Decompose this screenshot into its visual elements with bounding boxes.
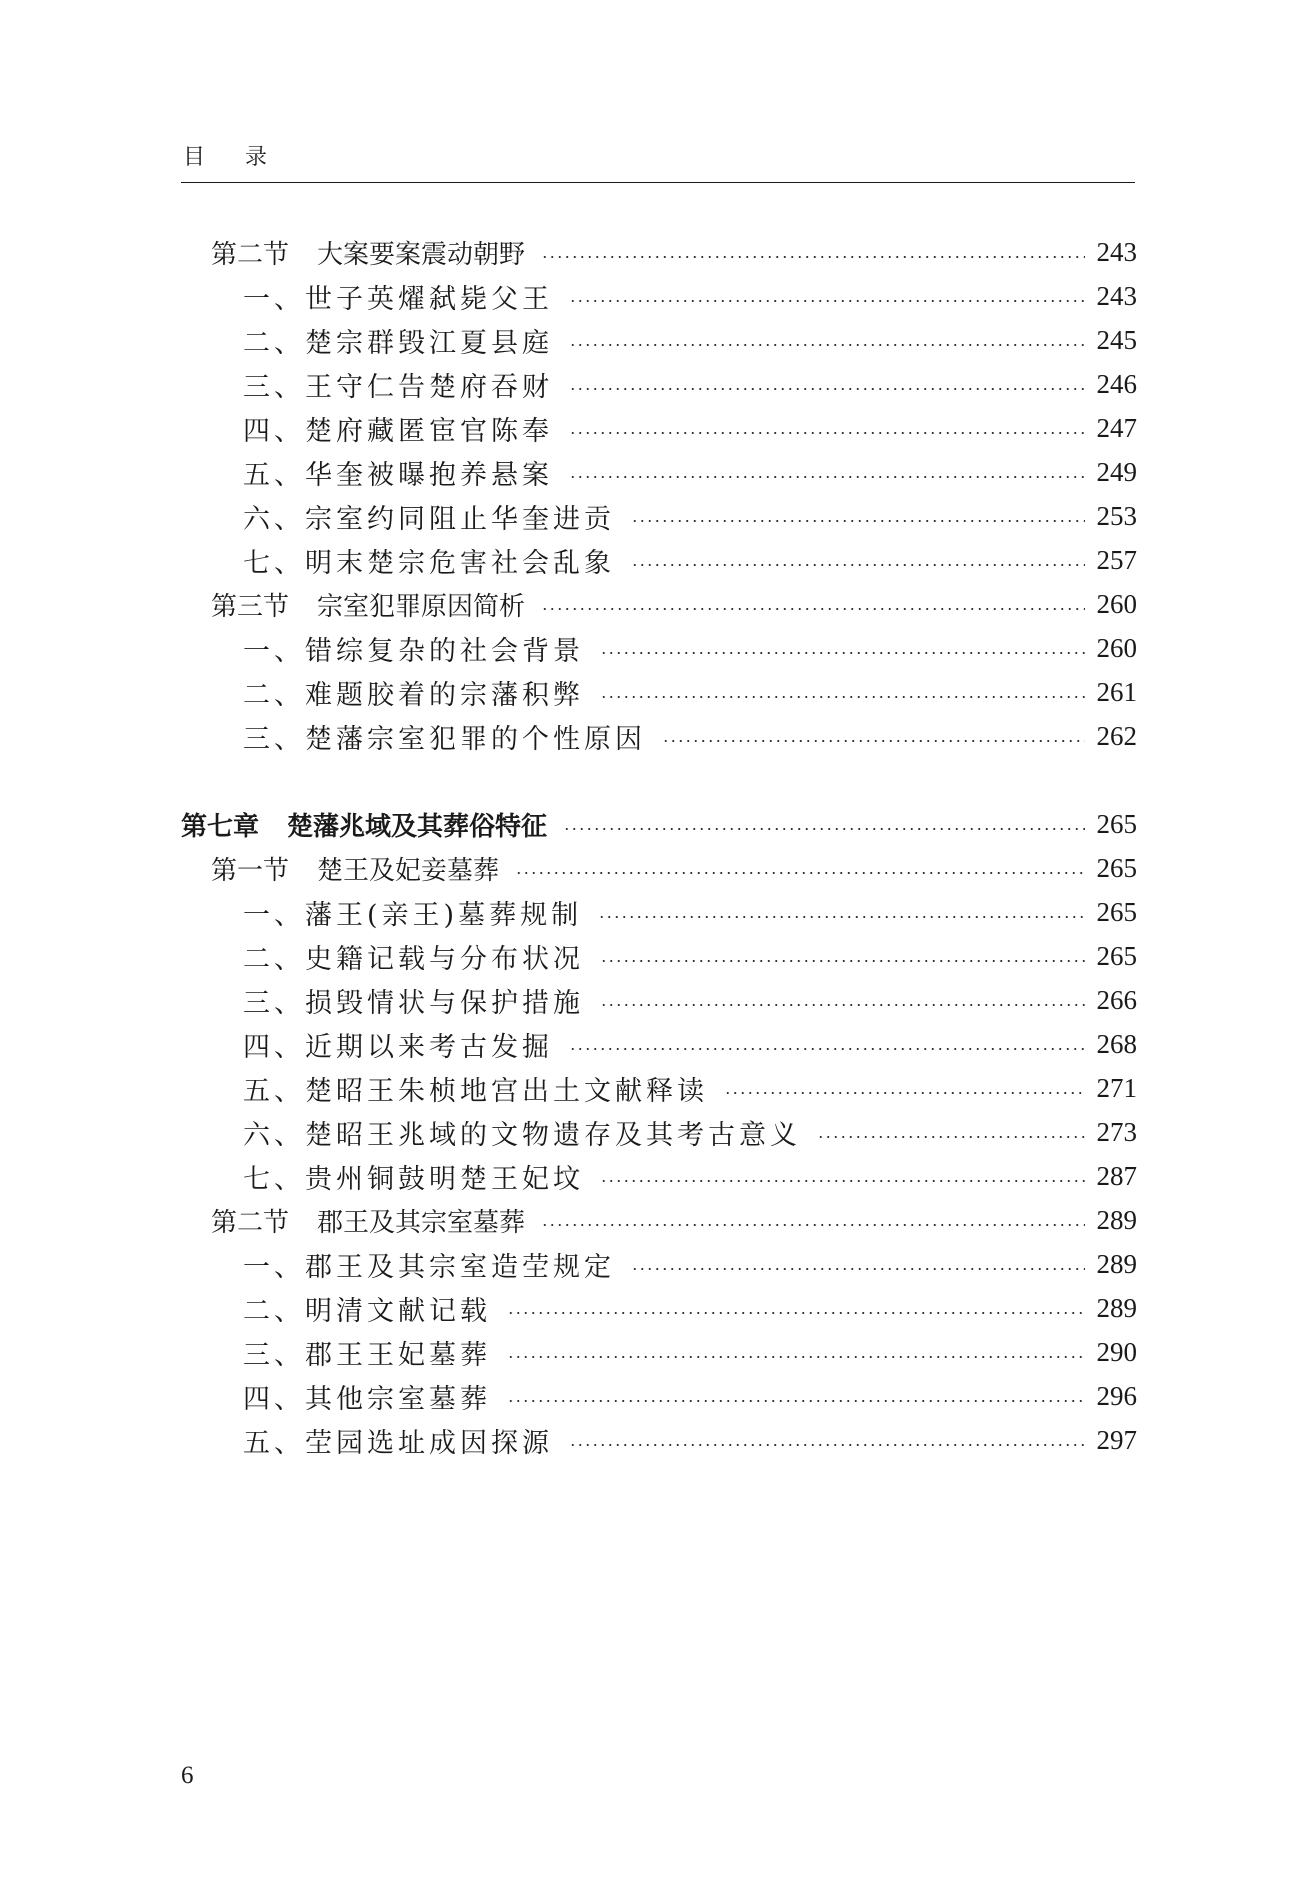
toc-title — [243, 673, 584, 712]
toc-item-line — [243, 1244, 1137, 1284]
toc-item-line — [243, 936, 1137, 976]
dot-leader — [631, 520, 1085, 522]
toc-chapter-line — [181, 804, 1137, 844]
toc-title — [243, 277, 553, 316]
toc-page-number: 249 — [1096, 456, 1137, 487]
toc-page-number: 253 — [1096, 500, 1137, 531]
toc-page-number: 262 — [1096, 720, 1137, 751]
dot-leader — [631, 1268, 1085, 1270]
toc-title-text: 四、楚府藏匿宦官陈奉 — [243, 415, 553, 447]
toc-title-text: 三、郡王王妃墓葬 — [243, 1339, 491, 1371]
toc-title-text: 五、华奎被曝抱养悬案 — [243, 459, 553, 491]
dot-leader — [600, 1004, 1085, 1006]
dot-leader — [569, 476, 1085, 478]
running-header-title: 目录 — [183, 145, 308, 170]
dot-leader — [631, 564, 1085, 566]
toc-title — [243, 1245, 615, 1284]
toc-page-number: 289 — [1096, 1248, 1137, 1279]
toc-title-text: 六、楚昭王兆域的文物遗存及其考古意义 — [243, 1119, 801, 1151]
toc-page-number: 265 — [1096, 808, 1137, 839]
toc-title-text: 六、宗室约同阻止华奎进贡 — [243, 503, 615, 535]
toc-title — [243, 321, 553, 360]
toc-page-number: 261 — [1096, 676, 1137, 707]
toc-title — [243, 1377, 491, 1416]
toc-page-number: 297 — [1096, 1424, 1137, 1455]
toc-section-line — [211, 1200, 1137, 1240]
toc-title — [243, 453, 553, 492]
toc-item-line — [243, 628, 1137, 668]
toc-title-text: 一、郡王及其宗室造茔规定 — [243, 1251, 615, 1283]
dot-leader — [600, 1180, 1085, 1182]
toc-item-line — [243, 452, 1137, 492]
toc-title — [243, 1025, 553, 1064]
toc-label: 第七章 — [181, 811, 260, 842]
toc-label: 第三节 — [211, 591, 290, 622]
toc-title — [243, 541, 615, 580]
toc-page-number: 265 — [1096, 940, 1137, 971]
toc-title-text: 五、楚昭王朱桢地宫出土文献释读 — [243, 1075, 708, 1107]
toc-page-number: 243 — [1096, 236, 1137, 267]
toc-title-text: 一、错综复杂的社会背景 — [243, 635, 584, 667]
toc-label: 第二节 — [211, 1207, 290, 1238]
toc-title-text: 一、世子英燿弑毙父王 — [243, 283, 553, 315]
toc-title-text: 四、其他宗室墓葬 — [243, 1383, 491, 1415]
toc-page-number: 296 — [1096, 1380, 1137, 1411]
toc-title-text: 五、茔园选址成因探源 — [243, 1427, 553, 1459]
toc-page-number: 271 — [1096, 1072, 1137, 1103]
dot-leader — [541, 1224, 1085, 1226]
toc-title — [243, 981, 584, 1020]
dot-leader — [507, 1356, 1085, 1358]
toc-title — [243, 1289, 491, 1328]
dot-leader — [569, 432, 1085, 434]
dot-leader — [569, 344, 1085, 346]
toc-item-line — [243, 1376, 1137, 1416]
toc-page-number: 266 — [1096, 984, 1137, 1015]
toc-title — [211, 1202, 525, 1239]
toc-title — [243, 409, 553, 448]
toc-item-line — [243, 1332, 1137, 1372]
toc-title — [243, 1113, 801, 1152]
dot-leader — [541, 256, 1085, 258]
toc-page-number: 247 — [1096, 412, 1137, 443]
toc-page-number: 268 — [1096, 1028, 1137, 1059]
toc-label: 第一节 — [211, 855, 290, 886]
toc-title-text: 三、楚藩宗室犯罪的个性原因 — [243, 723, 646, 755]
toc-page-number: 273 — [1096, 1116, 1137, 1147]
toc-title-text: 三、损毁情状与保护措施 — [243, 987, 584, 1019]
toc-page-number: 265 — [1096, 896, 1137, 927]
toc-title — [181, 806, 547, 843]
toc-title-text: 七、贵州铜鼓明楚王妃坟 — [243, 1163, 584, 1195]
toc-section-line — [211, 232, 1137, 272]
toc-item-line — [243, 496, 1137, 536]
toc-item-line — [243, 1420, 1137, 1460]
toc-title-text: 二、史籍记载与分布状况 — [243, 943, 584, 975]
toc-title-text: 二、难题胶着的宗藩积弊 — [243, 679, 584, 711]
toc-item-line — [243, 672, 1137, 712]
toc-title — [243, 937, 584, 976]
toc-page-number: 257 — [1096, 544, 1137, 575]
dot-leader — [569, 300, 1085, 302]
dot-leader — [600, 652, 1085, 654]
toc-title-text: 七、明末楚宗危害社会乱象 — [243, 547, 615, 579]
toc-title-text: 二、明清文献记载 — [243, 1295, 491, 1327]
toc-item-line — [243, 1156, 1137, 1196]
toc-title — [243, 497, 615, 536]
toc-title-text: 一、藩王(亲王)墓葬规制 — [243, 899, 583, 931]
dot-leader — [817, 1136, 1085, 1138]
toc-section-line — [211, 848, 1137, 888]
toc-title — [243, 629, 584, 668]
toc-title — [243, 1333, 491, 1372]
toc-item-line — [243, 364, 1137, 404]
toc-title — [243, 1069, 708, 1108]
dot-leader — [569, 388, 1085, 390]
toc-item-line — [243, 980, 1137, 1020]
toc-title-text: 楚王及妃妾墓葬 — [317, 855, 500, 886]
dot-leader — [541, 608, 1085, 610]
header-rule — [181, 182, 1135, 183]
toc-page-number: 243 — [1096, 280, 1137, 311]
toc-item-line — [243, 1024, 1137, 1064]
dot-leader — [507, 1312, 1085, 1314]
toc-page-number: 265 — [1096, 852, 1137, 883]
toc-title-text: 郡王及其宗室墓葬 — [317, 1207, 526, 1238]
dot-leader — [569, 1444, 1085, 1446]
toc-page-number: 289 — [1096, 1204, 1137, 1235]
toc-item-line — [243, 716, 1137, 756]
toc-title — [243, 893, 582, 932]
dot-leader — [600, 696, 1085, 698]
toc-title-text: 三、王守仁告楚府吞财 — [243, 371, 553, 403]
toc-page-number: 245 — [1096, 324, 1137, 355]
dot-leader — [662, 740, 1085, 742]
toc-title-text: 四、近期以来考古发掘 — [243, 1031, 553, 1063]
toc-item-line — [243, 276, 1137, 316]
toc-page-number: 246 — [1096, 368, 1137, 399]
toc-page-number: 287 — [1096, 1160, 1137, 1191]
toc-page-number: 260 — [1096, 632, 1137, 663]
toc-page-number: 289 — [1096, 1292, 1137, 1323]
toc-title — [211, 586, 525, 623]
toc-title-text: 宗室犯罪原因简析 — [317, 591, 526, 622]
toc-item-line — [243, 320, 1137, 360]
toc-title — [211, 850, 499, 887]
toc-title-text: 二、楚宗群毁江夏县庭 — [243, 327, 553, 359]
toc-item-line — [243, 408, 1137, 448]
page-number: 6 — [181, 1762, 194, 1789]
dot-leader — [515, 872, 1085, 874]
toc-page-number: 290 — [1096, 1336, 1137, 1367]
toc-item-line — [243, 540, 1137, 580]
dot-leader — [507, 1400, 1085, 1402]
toc-item-line — [243, 1112, 1137, 1152]
toc-title-text: 大案要案震动朝野 — [317, 239, 526, 270]
toc-section-line — [211, 584, 1137, 624]
toc-title — [243, 1421, 553, 1460]
dot-leader — [600, 960, 1085, 962]
toc-item-line — [243, 1068, 1137, 1108]
dot-leader — [569, 1048, 1085, 1050]
dot-leader — [598, 916, 1085, 918]
toc-title — [243, 365, 553, 404]
toc-label: 第二节 — [211, 239, 290, 270]
dot-leader — [724, 1092, 1085, 1094]
toc-item-line — [243, 1288, 1137, 1328]
toc-title-text: 楚藩兆域及其葬俗特征 — [287, 811, 548, 842]
toc-title — [243, 1157, 584, 1196]
toc-title — [211, 234, 525, 271]
toc-item-line — [243, 892, 1137, 932]
toc-title — [243, 717, 646, 756]
dot-leader — [563, 828, 1085, 830]
toc-page-number: 260 — [1096, 588, 1137, 619]
